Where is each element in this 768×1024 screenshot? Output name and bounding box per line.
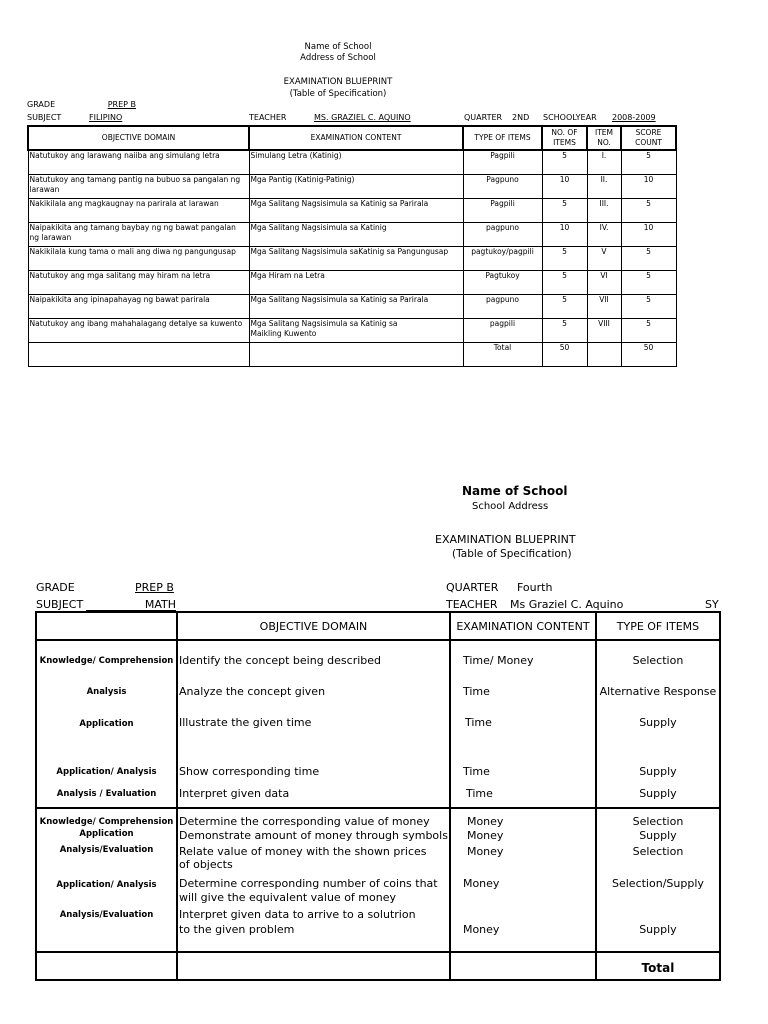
total-items: 50 — [542, 342, 587, 366]
doc2-header-level — [36, 612, 177, 640]
doc2-table — [35, 611, 721, 981]
doc2-grade-value: PREP B — [135, 581, 174, 594]
doc2-header-content: EXAMINATION CONTENT — [450, 612, 596, 640]
type-cell: Supply — [596, 785, 720, 808]
type-cell: pagpuno — [463, 294, 542, 318]
table-row — [36, 808, 720, 829]
content-cell: Time — [450, 785, 596, 808]
objective-cell: Identify the concept being described — [177, 640, 450, 673]
table-row — [36, 877, 720, 907]
objective-cell: Determine corresponding number of coins that will give the equivalent value of money — [177, 877, 450, 907]
level-cell — [36, 952, 177, 980]
score-cell: 10 — [621, 174, 676, 198]
item-no-cell: VII — [587, 294, 621, 318]
level-cell: Application/ Analysis — [36, 752, 177, 785]
objective-cell: Naipakikita ang tamang baybay ng ng bawat pangalan ng larawan — [28, 222, 249, 246]
objective-cell — [28, 342, 249, 366]
doc2-teacher-value: Ms Graziel C. Aquino — [510, 598, 624, 611]
doc1-subject-label: SUBJECT — [27, 113, 62, 122]
table-row — [28, 246, 676, 270]
content-cell: Mga Salitang Nagsisimula saKatinig sa Pangungusap — [249, 246, 463, 270]
objective-cell: Interpret given data to arrive to a solutrion to the given problem — [177, 907, 450, 952]
type-cell: Selection — [596, 845, 720, 877]
doc1-schoolyear-label: SCHOOLYEAR — [543, 113, 597, 122]
objective-cell: Nakikilala ang magkaugnay na parirala at larawan — [28, 198, 249, 222]
objective-cell: Nakikilala kung tama o mali ang diwa ng pangungusap — [28, 246, 249, 270]
doc1-school-name: Name of School — [304, 42, 372, 52]
doc2-subtitle: (Table of Specification) — [452, 548, 572, 560]
table-row — [36, 785, 720, 808]
content-cell: Mga Salitang Nagsisimula sa Katinig — [249, 222, 463, 246]
objective-cell: Analyze the concept given — [177, 673, 450, 705]
doc2-school-name: Name of School — [462, 484, 568, 498]
total-score: 50 — [621, 342, 676, 366]
type-cell: Pagpuno — [463, 174, 542, 198]
level-cell: Analysis — [36, 673, 177, 705]
content-cell: Time — [450, 705, 596, 752]
doc1-teacher-label: TEACHER — [249, 113, 287, 122]
doc1-table — [27, 125, 677, 367]
item-no-cell: III. — [587, 198, 621, 222]
content-cell: Money — [450, 877, 596, 907]
doc2-subject-value: MATH — [86, 598, 176, 611]
objective-cell: Illustrate the given time — [177, 705, 450, 752]
item-no-cell: V — [587, 246, 621, 270]
doc2-school-address: School Address — [472, 501, 549, 512]
content-cell: Money — [450, 808, 596, 829]
table-row — [28, 270, 676, 294]
doc1-title: EXAMINATION BLUEPRINT — [283, 77, 393, 87]
items-cell: 5 — [542, 198, 587, 222]
doc1-header-item-no: ITEM NO. — [587, 126, 621, 150]
score-cell: 5 — [621, 198, 676, 222]
table-row — [36, 640, 720, 673]
content-cell — [450, 952, 596, 980]
objective-cell: Natutukoy ang mga salitang may hiram na letra — [28, 270, 249, 294]
content-cell: Time — [450, 673, 596, 705]
table-row — [28, 174, 676, 198]
content-cell: Money — [450, 845, 596, 877]
items-cell: 10 — [542, 174, 587, 198]
items-cell: 5 — [542, 270, 587, 294]
total-label: Total — [463, 342, 542, 366]
type-cell: pagpili — [463, 318, 542, 342]
score-cell: 5 — [621, 294, 676, 318]
table-row — [28, 198, 676, 222]
objective-cell: Show corresponding time — [177, 752, 450, 785]
content-cell: Mga Salitang Nagsisimula sa Katinig sa Parirala — [249, 294, 463, 318]
items-cell: 5 — [542, 246, 587, 270]
table-row — [36, 907, 720, 952]
item-no-cell: I. — [587, 150, 621, 174]
doc2-header-objective: OBJECTIVE DOMAIN — [177, 612, 450, 640]
table-row — [28, 318, 676, 342]
item-no-cell: IV. — [587, 222, 621, 246]
type-cell: Supply — [596, 829, 720, 845]
score-cell: 5 — [621, 150, 676, 174]
score-cell: 5 — [621, 270, 676, 294]
item-no-cell: II. — [587, 174, 621, 198]
level-cell: Knowledge/ Comprehension — [36, 808, 177, 829]
doc1-header-objective: OBJECTIVE DOMAIN — [28, 126, 249, 150]
objective-cell: Demonstrate amount of money through symbols — [177, 829, 450, 845]
content-cell — [249, 342, 463, 366]
table-row — [28, 294, 676, 318]
objective-cell: Natutukoy ang ibang mahahalagang detalye sa kuwento — [28, 318, 249, 342]
doc1-quarter-label: QUARTER — [464, 113, 503, 122]
level-cell: Application/ Analysis — [36, 877, 177, 907]
type-cell: Pagpili — [463, 198, 542, 222]
doc1-schoolyear-value: 2008-2009 — [612, 113, 656, 122]
doc1-total-row — [28, 342, 676, 366]
score-cell: 5 — [621, 318, 676, 342]
table-row — [36, 829, 720, 845]
doc2-header-type: TYPE OF ITEMS — [596, 612, 720, 640]
objective-cell: Naipakikita ang ipinapahayag ng bawat parirala — [28, 294, 249, 318]
doc2-quarter-label: QUARTER — [446, 581, 499, 594]
score-cell: 10 — [621, 222, 676, 246]
item-no-cell: VIII — [587, 318, 621, 342]
level-cell: Analysis / Evaluation — [36, 785, 177, 808]
type-cell: Selection — [596, 640, 720, 673]
level-cell: Application — [36, 705, 177, 752]
doc2-title: EXAMINATION BLUEPRINT — [435, 533, 576, 546]
doc1-header-items: NO. OF ITEMS — [542, 126, 587, 150]
doc1-header-type: TYPE OF ITEMS — [463, 126, 542, 150]
table-row — [36, 752, 720, 785]
doc2-header-row — [36, 612, 720, 640]
type-cell: pagtukoy/pagpili — [463, 246, 542, 270]
doc2-subject-label: SUBJECT — [36, 598, 84, 611]
table-row — [36, 845, 720, 877]
doc1-quarter-value: 2ND — [512, 113, 530, 122]
content-cell: Money — [450, 829, 596, 845]
objective-cell: Natutukoy ang larawang naiiba ang simulang letra — [28, 150, 249, 174]
type-cell: pagpuno — [463, 222, 542, 246]
content-cell: Time — [450, 752, 596, 785]
doc1-header-content: EXAMINATION CONTENT — [249, 126, 463, 150]
items-cell: 5 — [542, 150, 587, 174]
objective-cell: Interpret given data — [177, 785, 450, 808]
doc1-subtitle: (Table of Specification) — [289, 89, 387, 99]
total-label: Total — [596, 952, 720, 980]
content-cell: Time/ Money — [450, 640, 596, 673]
table-row — [28, 222, 676, 246]
items-cell: 10 — [542, 222, 587, 246]
doc2-sy-label: SY — [705, 598, 719, 611]
doc2-grade-label: GRADE — [36, 581, 75, 594]
doc1-header-row — [28, 126, 676, 150]
doc1-subject-value: FILIPINO — [89, 113, 123, 122]
objective-cell: Relate value of money with the shown prices of objects — [177, 845, 450, 877]
doc1-teacher-value: MS. GRAZIEL C. AQUINO — [314, 113, 411, 122]
type-cell: Supply — [596, 705, 720, 752]
content-cell: Mga Hiram na Letra — [249, 270, 463, 294]
doc1-grade-label: GRADE — [27, 100, 56, 109]
level-cell: Analysis/Evaluation — [36, 907, 177, 952]
type-cell: Alternative Response — [596, 673, 720, 705]
type-cell: Supply — [596, 907, 720, 952]
type-cell: Pagpili — [463, 150, 542, 174]
content-cell: Mga Salitang Nagsisimula sa Katinig sa Maikling Kuwento — [249, 318, 463, 342]
content-cell: Money — [450, 907, 596, 952]
table-row — [28, 150, 676, 174]
doc2-teacher-label: TEACHER — [446, 598, 498, 611]
doc2-quarter-value: Fourth — [517, 581, 553, 594]
item-no-cell: VI — [587, 270, 621, 294]
doc1-school-address: Address of School — [300, 53, 376, 63]
items-cell: 5 — [542, 294, 587, 318]
item-no-cell — [587, 342, 621, 366]
type-cell: Supply — [596, 752, 720, 785]
objective-cell — [177, 952, 450, 980]
objective-cell: Natutukoy ang tamang pantig na bubuo sa pangalan ng larawan — [28, 174, 249, 198]
doc1-header-score: SCORE COUNT — [621, 126, 676, 150]
doc2-total-row — [36, 952, 720, 980]
table-row — [36, 705, 720, 752]
items-cell: 5 — [542, 318, 587, 342]
table-row — [36, 673, 720, 705]
content-cell: Simulang Letra (Katinig) — [249, 150, 463, 174]
content-cell: Mga Pantig (Katinig-Patinig) — [249, 174, 463, 198]
doc1-grade-value: PREP B — [107, 100, 136, 109]
type-cell: Selection — [596, 808, 720, 829]
type-cell: Pagtukoy — [463, 270, 542, 294]
content-cell: Mga Salitang Nagsisimula sa Katinig sa Parirala — [249, 198, 463, 222]
score-cell: 5 — [621, 246, 676, 270]
level-cell: Application — [36, 829, 177, 845]
level-cell: Analysis/Evaluation — [36, 845, 177, 877]
type-cell: Selection/Supply — [596, 877, 720, 907]
level-cell: Knowledge/ Comprehension — [36, 640, 177, 673]
objective-cell: Determine the corresponding value of money — [177, 808, 450, 829]
